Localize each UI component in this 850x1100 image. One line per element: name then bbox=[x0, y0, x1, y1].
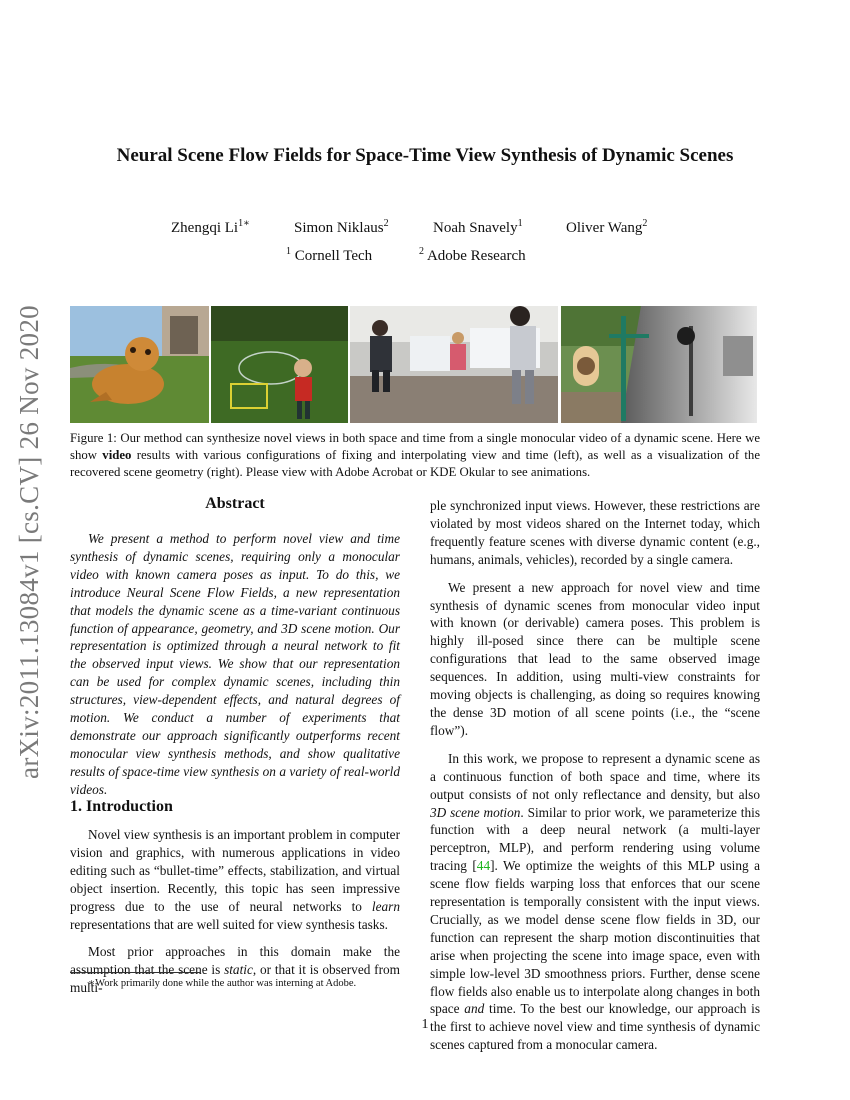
paragraph-text: In this work, we propose to represent a dynamic scene as a continuous function of both space and time, where its output consists of not only reflectance and density, but also bbox=[430, 750, 760, 802]
affiliation-name: Cornell Tech bbox=[294, 248, 373, 264]
arxiv-stamp: arXiv:2011.13084v1 [cs.CV] 26 Nov 2020 bbox=[14, 305, 44, 779]
paragraph-text: Most prior approaches in this domain make the assumption that the scene is bbox=[70, 944, 400, 978]
author-sup: 1 bbox=[517, 218, 523, 229]
abstract-text: We present a method to perform novel view and time synthesis of dynamic scenes, requiring only a monocular video with known camera poses as input. To do this, we introduce Neural Scene Flow Fields, a new representation that models the dynamic scene as a time-variant continuous function of appearance, geometry, and 3D scene motion. Our representation is optimized through a neural network to fit the observed input views. We show that our representation can be used for complex dynamic scenes, including thin structures, view-dependent effects, and natural degrees of motion. We conduct a number of experiments that demonstrate our approach significantly outperforms recent monocular view synthesis methods, and show qualitative results of space-time view synthesis on a variety of real-world videos. bbox=[70, 531, 400, 797]
footnote: ∗Work primarily done while the author was interning at Adobe. bbox=[88, 978, 357, 989]
caption-text: results with various configurations of fixing and interpolating view and time (left), as well as a visualization of the recovered scene geometry (right). Please view with Adobe Acrobat or KDE Okular to see animations. bbox=[70, 448, 760, 479]
author-name: Zhengqi Li bbox=[171, 220, 239, 236]
author-li bbox=[171, 218, 250, 237]
paper-title: Neural Scene Flow Fields for Space-Time View Synthesis of Dynamic Scenes bbox=[116, 145, 734, 166]
abstract-heading: Abstract bbox=[205, 495, 265, 512]
affiliation-name: Adobe Research bbox=[426, 248, 526, 264]
author-name: Oliver Wang bbox=[566, 220, 643, 236]
citation-link[interactable]: 44 bbox=[476, 858, 491, 874]
figure-panel-dog[interactable] bbox=[70, 306, 209, 423]
author-name: Noah Snavely bbox=[433, 220, 518, 236]
author-snavely bbox=[433, 218, 523, 237]
right-column bbox=[430, 497, 760, 1054]
paragraph-emphasis: learn bbox=[371, 898, 400, 914]
right-paragraph-2 bbox=[430, 750, 760, 1054]
paragraph-emphasis: 3D scene motion bbox=[430, 804, 521, 820]
affiliation-adobe bbox=[419, 246, 526, 265]
figure-panel-bubbles[interactable] bbox=[211, 306, 348, 423]
figure-caption bbox=[70, 430, 760, 481]
paragraph-emphasis: static bbox=[224, 962, 253, 978]
paragraph-text: . Similar to prior work, we parameterize this function with a deep neural network (a multi-layer perceptron, MLP), and perform rendering using volume tracing [ bbox=[430, 804, 760, 874]
introduction-heading: 1. Introduction bbox=[70, 798, 173, 815]
paragraph-text: Novel view synthesis is an important problem in computer vision and graphics, with numerous applications in video editing such as “bullet-time” effects, stabilization, and virtual object insertion. Recently, this topic has seen impressive progress due to the use of neural networks to bbox=[70, 827, 400, 914]
caption-video-link[interactable]: video bbox=[102, 448, 132, 462]
paragraph-text: representations that are well suited for view synthesis tasks. bbox=[70, 916, 388, 932]
footnote-rule bbox=[70, 972, 200, 973]
paragraph-text: ]. We optimize the weights of this MLP using a scene flow fields warping loss that enforces that our scene representation is temporally consistent with the input views. Crucially, as we model dense scene flow fields in 3D, our function can represent the sharp motion discontinuities that arise when projecting the scene into image space, even with simple low-level 3D smoothness priors. Further, dense scene flow fields also enable us to interpolate along changes in both space bbox=[430, 858, 760, 1017]
figure-panel-playground[interactable] bbox=[561, 306, 757, 423]
author-sup: 2 bbox=[642, 218, 648, 229]
paragraph-emphasis: and bbox=[464, 1001, 485, 1017]
paragraph-text: time. To the best our knowledge, our approach is the first to achieve novel view and time synthesis of dynamic scenes captured from a monocular camera. bbox=[430, 1001, 760, 1053]
figure-panel-dancers[interactable] bbox=[350, 306, 558, 423]
author-wang bbox=[566, 218, 647, 237]
author-sup: 1∗ bbox=[238, 218, 250, 229]
intro-paragraph-1 bbox=[70, 826, 400, 933]
right-paragraph-1: We present a new approach for novel view and time synthesis of dynamic scenes from monocular video input with known (or derivable) camera poses. This problem is highly ill-posed since there can be multiple scene configurations that lead to the same observed image sequences. In addition, using multi-view constraints for moving objects is challenging, as doing so requires knowing the dense 3D motion of all scene points (i.e., the “scene flow”). bbox=[430, 579, 760, 738]
affiliation-sup: 2 bbox=[419, 246, 424, 257]
affiliation-cornell bbox=[286, 246, 372, 265]
page-number: 1 bbox=[421, 1017, 429, 1032]
author-niklaus bbox=[294, 218, 389, 237]
right-paragraph-0: ple synchronized input views. However, these restrictions are violated by most videos shared on the Internet today, which frequently feature scenes with diverse dynamic content (e.g., humans, animals, vehicles), recorded by a single camera. bbox=[430, 498, 760, 567]
paragraph-text: , or that it is observed from multi- bbox=[70, 962, 401, 996]
abstract-body bbox=[70, 530, 400, 799]
caption-text: Figure 1: Our method can synthesize novel views in both space and time from a single monocular video of a dynamic scene. Here we show bbox=[70, 431, 760, 462]
author-name: Simon Niklaus bbox=[294, 220, 384, 236]
affiliation-sup: 1 bbox=[286, 246, 291, 257]
author-sup: 2 bbox=[383, 218, 389, 229]
